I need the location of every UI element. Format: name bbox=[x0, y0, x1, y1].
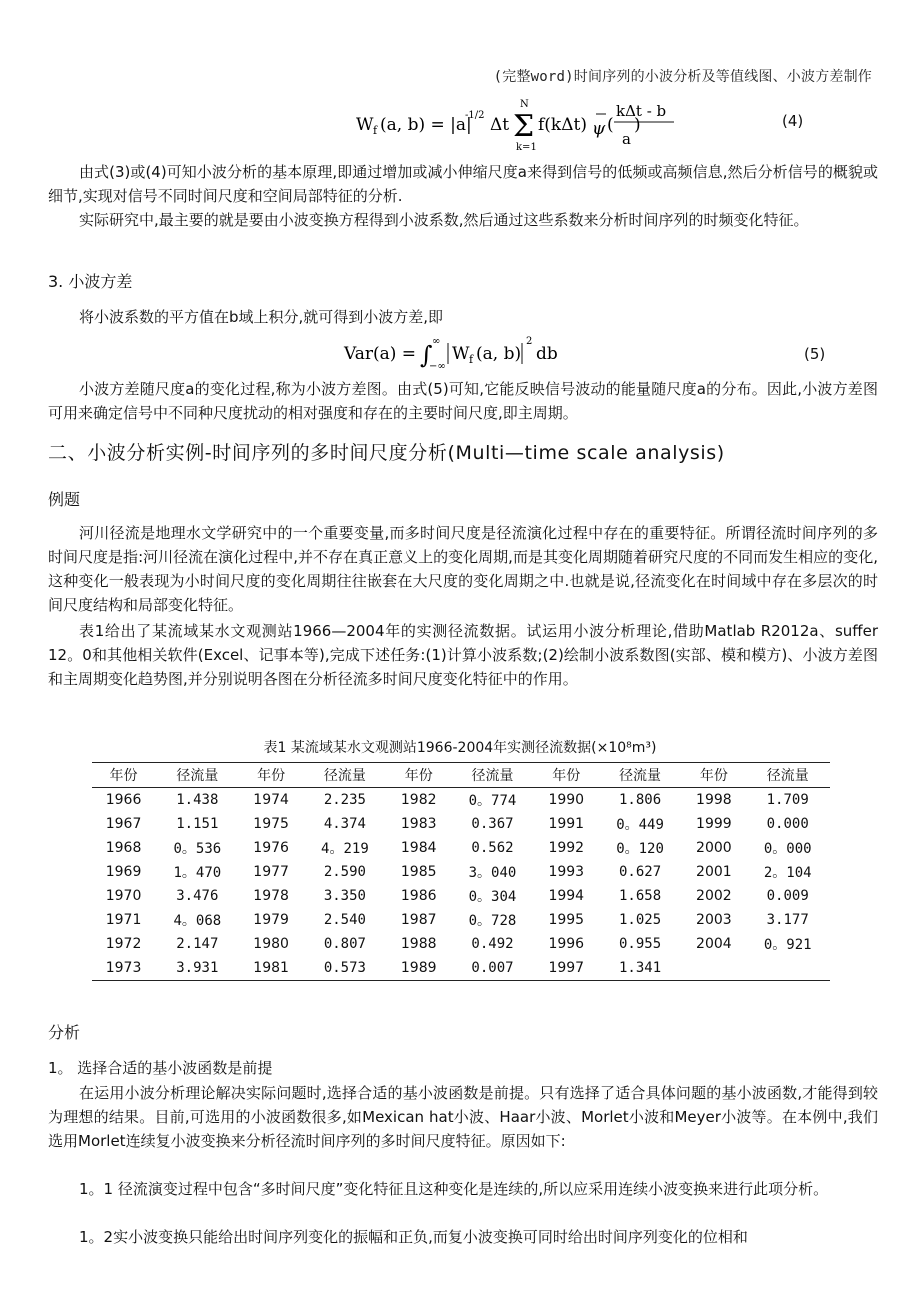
year-cell: 2001 bbox=[696, 864, 732, 880]
svg-text:W: W bbox=[452, 344, 470, 364]
year-cell: 1974 bbox=[253, 792, 289, 808]
svg-text:Var(a) =: Var(a) = bbox=[344, 344, 417, 364]
table-header-row bbox=[92, 763, 830, 788]
runoff-cell: 1.025 bbox=[618, 912, 662, 928]
table-header-cell: 年份 bbox=[552, 768, 581, 784]
runoff-cell: 0。921 bbox=[763, 937, 812, 953]
year-cell: 1982 bbox=[400, 792, 437, 808]
year-cell: 1991 bbox=[548, 816, 585, 832]
paragraph-8: 1。1 径流演变过程中包含“多时间尺度”变化特征且这种变化是连续的,所以应采用连续小波变换来进行此项分析。 bbox=[79, 1180, 829, 1198]
runoff-cell: 2.540 bbox=[323, 912, 366, 928]
runoff-cell bbox=[745, 956, 830, 981]
year-cell: 1979 bbox=[253, 912, 289, 928]
svg-text:(a, b): (a, b) bbox=[476, 344, 522, 364]
year-cell: 1987 bbox=[400, 912, 437, 928]
svg-text:W: W bbox=[356, 115, 374, 135]
section-2-title: 二、小波分析实例-时间序列的多时间尺度分析(Multi—time scale analysis) bbox=[48, 442, 725, 464]
year-cell: 1970 bbox=[105, 888, 142, 904]
year-cell: 1990 bbox=[548, 792, 585, 808]
runoff-cell: 0.573 bbox=[323, 960, 366, 976]
svg-text:db: db bbox=[536, 344, 558, 364]
runoff-cell: 3.177 bbox=[766, 912, 809, 928]
svg-text:−∞: −∞ bbox=[429, 361, 446, 372]
runoff-cell: 0.000 bbox=[766, 816, 809, 832]
svg-text:f(kΔt): f(kΔt) bbox=[538, 115, 587, 135]
svg-text:f: f bbox=[373, 124, 378, 137]
year-cell: 1975 bbox=[253, 816, 289, 832]
runoff-cell: 1.709 bbox=[766, 792, 809, 808]
svg-text:kΔt - b: kΔt - b bbox=[616, 102, 667, 120]
year-cell: 1966 bbox=[105, 792, 142, 808]
table-header-cell: 年份 bbox=[699, 768, 728, 784]
runoff-cell: 4。219 bbox=[321, 841, 369, 857]
runoff-cell: 1.151 bbox=[176, 816, 219, 832]
year-cell: 1994 bbox=[548, 888, 585, 904]
runoff-cell: 2.147 bbox=[176, 936, 219, 952]
svg-text:): ) bbox=[634, 115, 641, 135]
svg-text:k=1: k=1 bbox=[516, 142, 537, 153]
year-cell: 1992 bbox=[548, 840, 585, 856]
year-cell: 1976 bbox=[253, 840, 289, 856]
table-row bbox=[92, 932, 830, 956]
year-cell: 1977 bbox=[253, 864, 289, 880]
paragraph-5: 河川径流是地理水文学研究中的一个重要变量,而多时间尺度是径流演化过程中存在的重要特征。所谓径流时间序列的多时间尺度是指:河川径流在演化过程中,并不存在真正意义上的变化周期,而是其变化周期随着研究尺度的不同而发生相应的变化,这种变化一般表现为小时间尺度的变化周期往往嵌套在大尺度的变化周期之中.也就是说,径流变化在时间域中存在多层次的时间尺度结构和局部变化特征。 bbox=[48, 524, 878, 614]
paragraph-7: 在运用小波分析理论解决实际问题时,选择合适的基小波函数是前提。只有选择了适合具体问题的基小波函数,才能得到较为理想的结果。目前,可选用的小波函数很多,如Mexican hat小波、Haar小波、Morlet小波和Meyer小波等。在本例中,我们选用Morlet连续复小波变换来分析径流时间序列的多时间尺度特征。原因如下: bbox=[48, 1084, 878, 1150]
year-cell: 1999 bbox=[696, 816, 732, 832]
runoff-cell: 4.374 bbox=[323, 816, 366, 832]
running-header: (完整word)时间序列的小波分析及等值线图、小波方差制作 bbox=[493, 69, 872, 85]
runoff-cell: 1.438 bbox=[176, 792, 219, 808]
runoff-cell: 2.590 bbox=[323, 864, 366, 880]
paragraph-4: 小波方差随尺度a的变化过程,称为小波方差图。由式(5)可知,它能反映信号波动的能量随尺度a的分布。因此,小波方差图可用来确定信号中不同种尺度扰动的相对强度和存在的主要时间尺度,即主周期。 bbox=[48, 380, 878, 422]
equation-5-number: (5) bbox=[804, 345, 826, 363]
equation-4-denominator bbox=[612, 115, 652, 154]
table-header-cell: 径流量 bbox=[766, 768, 809, 784]
svg-text:-1/2: -1/2 bbox=[465, 110, 485, 121]
runoff-data-table bbox=[92, 762, 830, 981]
table-row bbox=[92, 860, 830, 884]
runoff-cell: 1.658 bbox=[618, 888, 662, 904]
runoff-cell: 0。120 bbox=[616, 841, 664, 857]
runoff-cell: 1.806 bbox=[618, 792, 662, 808]
svg-text:(: ( bbox=[607, 115, 614, 135]
table-header-cell: 径流量 bbox=[323, 768, 366, 784]
year-cell: 1971 bbox=[105, 912, 142, 928]
analysis-item-1: 1。 选择合适的基小波函数是前提 bbox=[48, 1059, 273, 1077]
example-title: 例题 bbox=[48, 490, 81, 509]
equation-5 bbox=[340, 333, 580, 373]
svg-text:∞: ∞ bbox=[432, 336, 441, 347]
runoff-cell: 0.009 bbox=[766, 888, 809, 904]
table-row bbox=[92, 812, 830, 836]
year-cell: 1997 bbox=[548, 960, 585, 976]
runoff-cell: 0.807 bbox=[323, 936, 366, 952]
runoff-cell: 1.341 bbox=[618, 960, 662, 976]
runoff-cell: 0.562 bbox=[471, 840, 514, 856]
paragraph-6: 表1给出了某流域某水文观测站1966—2004年的实测径流数据。试运用小波分析理论,借助Matlab R2012a、suffer 12。0和其他相关软件(Excel、记事本等),完成下述任务:(1)计算小波系数;(2)绘制小波系数图(实部、模和模方)、小波方差图和主周期变化趋势图,并分别说明各图在分析径流多时间尺度变化特征中的作用。 bbox=[48, 622, 878, 688]
table-row bbox=[92, 884, 830, 908]
table-row bbox=[92, 836, 830, 860]
runoff-cell: 3.476 bbox=[176, 888, 219, 904]
year-cell: 1988 bbox=[400, 936, 437, 952]
runoff-cell: 0。774 bbox=[468, 793, 517, 809]
year-cell: 1981 bbox=[253, 960, 289, 976]
runoff-cell: 2.235 bbox=[323, 792, 366, 808]
year-cell: 1978 bbox=[253, 888, 289, 904]
year-cell: 1973 bbox=[105, 960, 142, 976]
table-header-cell: 年份 bbox=[257, 768, 286, 784]
year-cell: 1998 bbox=[696, 792, 732, 808]
year-cell: 2000 bbox=[696, 840, 732, 856]
svg-text:Σ: Σ bbox=[513, 109, 535, 144]
runoff-cell: 0.007 bbox=[471, 960, 514, 976]
year-cell: 1985 bbox=[400, 864, 437, 880]
runoff-cell: 0.627 bbox=[618, 864, 662, 880]
table-header-cell: 径流量 bbox=[619, 768, 662, 784]
year-cell: 1968 bbox=[105, 840, 142, 856]
year-cell: 1986 bbox=[400, 888, 437, 904]
runoff-cell: 0。536 bbox=[173, 841, 222, 857]
table-header-cell: 年份 bbox=[404, 768, 433, 784]
year-cell: 2003 bbox=[696, 912, 732, 928]
runoff-cell: 0。728 bbox=[468, 913, 517, 929]
svg-text:∫: ∫ bbox=[420, 341, 433, 369]
runoff-cell: 1。470 bbox=[173, 865, 222, 881]
year-cell: 1969 bbox=[105, 864, 142, 880]
runoff-cell: 0.492 bbox=[471, 936, 514, 952]
svg-text:(a, b) = |a|: (a, b) = |a| bbox=[380, 115, 472, 135]
svg-text:N: N bbox=[520, 99, 529, 110]
table-caption: 表1 某流域某水文观测站1966-2004年实测径流数据(×10⁸m³) bbox=[263, 740, 657, 756]
table-row bbox=[92, 788, 830, 813]
year-cell: 1983 bbox=[400, 816, 437, 832]
table-header-cell: 径流量 bbox=[471, 768, 514, 784]
year-cell: 2002 bbox=[696, 888, 732, 904]
runoff-cell: 4。068 bbox=[173, 913, 222, 929]
runoff-cell: 0。000 bbox=[763, 841, 812, 857]
svg-text:ψ: ψ bbox=[592, 119, 606, 139]
year-cell: 1972 bbox=[105, 936, 142, 952]
paragraph-9: 1。2实小波变换只能给出时间序列变化的振幅和正负,而复小波变换可同时给出时间序列变化的位相和 bbox=[79, 1228, 748, 1246]
svg-text:f: f bbox=[469, 353, 474, 366]
table-header-cell: 年份 bbox=[109, 768, 138, 784]
paragraph-3: 将小波系数的平方值在b域上积分,就可得到小波方差,即 bbox=[79, 308, 444, 326]
year-cell: 1984 bbox=[400, 840, 437, 856]
year-cell: 1993 bbox=[548, 864, 585, 880]
runoff-cell: 3.931 bbox=[176, 960, 219, 976]
svg-text:a: a bbox=[622, 130, 631, 148]
paragraph-2: 实际研究中,最主要的就是要由小波变换方程得到小波系数,然后通过这些系数来分析时间序列的时频变化特征。 bbox=[79, 211, 809, 229]
year-cell: 1989 bbox=[400, 960, 437, 976]
year-cell: 1967 bbox=[105, 816, 142, 832]
runoff-cell: 0。449 bbox=[616, 817, 664, 833]
paragraph-1: 由式(3)或(4)可知小波分析的基本原理,即通过增加或减小伸缩尺度a来得到信号的低频或高频信息,然后分析信号的概貌或细节,实现对信号不同时间尺度和空间局部特征的分析. bbox=[48, 163, 878, 205]
runoff-cell: 0.955 bbox=[618, 936, 662, 952]
svg-text:Δt: Δt bbox=[490, 115, 510, 135]
analysis-title: 分析 bbox=[48, 1023, 81, 1042]
year-cell: 2004 bbox=[696, 936, 732, 952]
runoff-cell: 2。104 bbox=[763, 865, 812, 881]
runoff-cell: 3。040 bbox=[468, 865, 517, 881]
table-row bbox=[92, 956, 830, 981]
year-cell: 1995 bbox=[548, 912, 585, 928]
table-row bbox=[92, 908, 830, 932]
year-cell bbox=[682, 956, 745, 981]
section-3-title: 3. 小波方差 bbox=[48, 272, 133, 291]
table-header-cell: 径流量 bbox=[176, 768, 219, 784]
year-cell: 1996 bbox=[548, 936, 585, 952]
year-cell: 1980 bbox=[253, 936, 289, 952]
runoff-cell: 0.367 bbox=[471, 816, 514, 832]
equation-4-number: (4) bbox=[782, 112, 804, 130]
svg-text:2: 2 bbox=[526, 336, 533, 347]
runoff-cell: 3.350 bbox=[323, 888, 366, 904]
runoff-cell: 0。304 bbox=[468, 889, 517, 905]
